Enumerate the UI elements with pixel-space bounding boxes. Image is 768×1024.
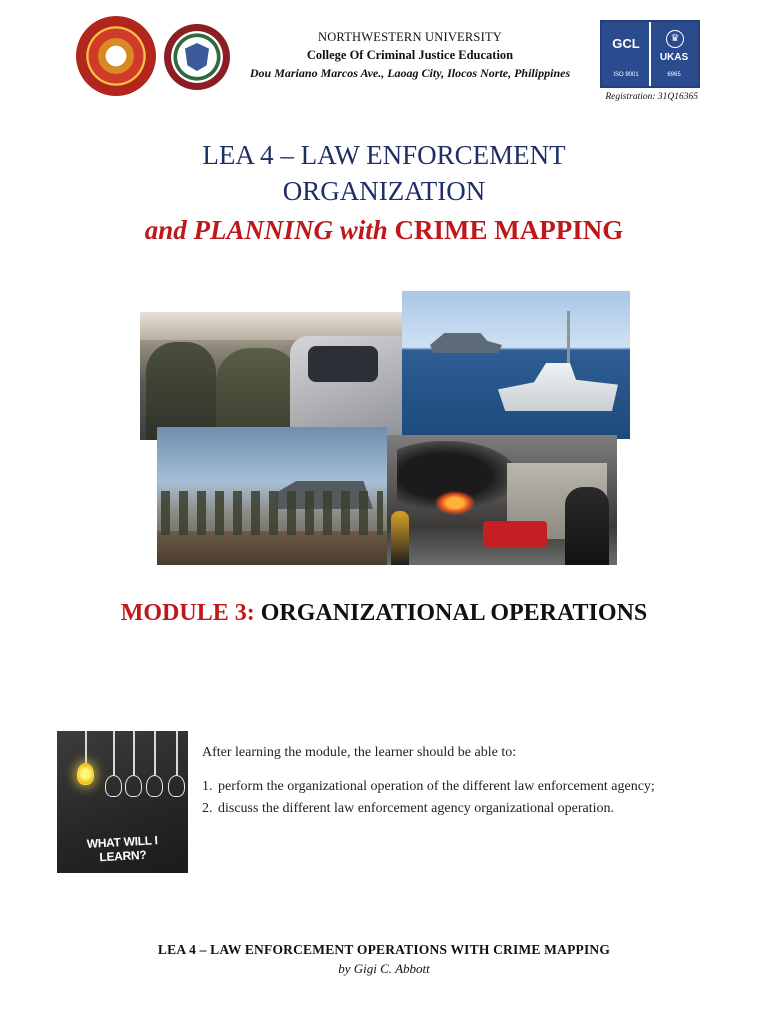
objective-text: discuss the different law enforcement agency organizational operation.: [218, 801, 614, 816]
lightbulb-lit-icon: [77, 763, 94, 785]
university-address: Dou Mariano Marcos Ave., Laoag City, Ilocos Norte, Philippines: [249, 66, 571, 80]
crown-icon: ♛: [666, 30, 684, 48]
registration-number: Registration: 31Q16365: [605, 92, 698, 102]
iso-certification-logo: [600, 20, 700, 88]
what-will-i-learn-image: [57, 731, 188, 873]
module-label: MODULE 3:: [120, 600, 255, 626]
learning-objectives: [202, 742, 722, 820]
lightbulb-icon: [105, 775, 122, 797]
course-title-line1: LEA 4 – LAW ENFORCEMENT: [202, 140, 566, 170]
cert-ukas-text: UKAS: [659, 52, 689, 63]
military-troops-photo: [157, 427, 387, 565]
lightbulb-icon: [125, 775, 142, 797]
cert-number-text: 6965: [667, 72, 681, 78]
course-subtitle: [84, 215, 684, 246]
what-will-i-learn-text: WHAT WILL I LEARN?: [86, 833, 158, 865]
objective-text: perform the organizational operation of the different law enforcement agency;: [218, 779, 655, 794]
objective-item: [202, 776, 722, 798]
footer-author: by Gigi C. Abbott: [338, 961, 430, 976]
firefighters-photo: [387, 435, 617, 565]
objective-number: 1.: [202, 779, 213, 794]
footer-title: LEA 4 – LAW ENFORCEMENT OPERATIONS WITH CRIME MAPPING: [157, 942, 611, 957]
objectives-intro: After learning the module, the learner should be able to:: [202, 745, 517, 760]
module-name: ORGANIZATIONAL OPERATIONS: [260, 600, 648, 626]
lightbulb-icon: [168, 775, 185, 797]
course-subtitle-italic: and PLANNING with: [144, 215, 388, 245]
university-name: NORTHWESTERN UNIVERSITY: [317, 30, 503, 44]
module-heading: [0, 600, 768, 627]
cert-iso-text: ISO 9001: [613, 72, 639, 78]
objective-item: [202, 798, 722, 820]
lightbulb-icon: [146, 775, 163, 797]
checkpoint-photo: [140, 312, 402, 440]
course-title-line2: ORGANIZATION: [282, 176, 486, 206]
northwestern-university-seal: [76, 16, 156, 96]
college-name: College Of Criminal Justice Education: [306, 48, 514, 62]
objective-number: 2.: [202, 801, 213, 816]
college-criminal-justice-seal: [164, 24, 230, 90]
course-subtitle-rest: CRIME MAPPING: [394, 215, 624, 245]
cert-gcl-text: GCL: [612, 36, 640, 51]
coast-guard-ships-photo: [402, 291, 630, 439]
